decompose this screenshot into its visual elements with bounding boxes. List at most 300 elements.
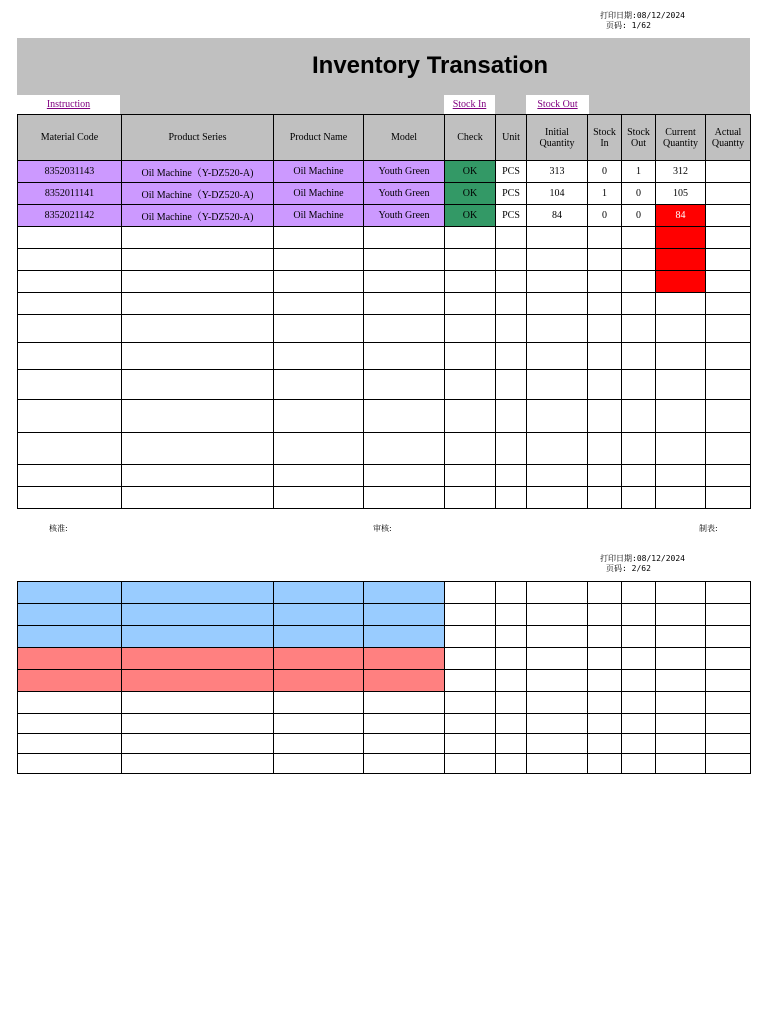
header-cell: Unit bbox=[496, 115, 527, 161]
empty-cell[interactable] bbox=[274, 271, 364, 293]
empty-cell[interactable] bbox=[706, 582, 751, 604]
empty-cell[interactable] bbox=[706, 692, 751, 714]
empty-cell[interactable] bbox=[588, 582, 622, 604]
empty-cell[interactable] bbox=[364, 648, 445, 670]
empty-cell[interactable] bbox=[527, 315, 588, 343]
empty-cell[interactable] bbox=[656, 692, 706, 714]
empty-cell[interactable] bbox=[496, 227, 527, 249]
empty-cell[interactable] bbox=[122, 692, 274, 714]
empty-cell[interactable] bbox=[706, 734, 751, 754]
empty-cell[interactable] bbox=[527, 754, 588, 774]
empty-cell[interactable] bbox=[527, 249, 588, 271]
current-quantity-cell[interactable]: 84 bbox=[656, 205, 706, 227]
material-code-cell[interactable]: 8352011141 bbox=[18, 183, 122, 205]
empty-cell[interactable] bbox=[274, 465, 364, 487]
empty-cell[interactable] bbox=[527, 582, 588, 604]
print-date: 打印日期:08/12/2024 bbox=[600, 11, 685, 20]
empty-cell[interactable] bbox=[496, 343, 527, 370]
empty-cell[interactable] bbox=[656, 626, 706, 648]
model-cell[interactable]: Youth Green bbox=[364, 205, 445, 227]
page-title: Inventory Transation bbox=[312, 52, 549, 79]
empty-cell[interactable] bbox=[622, 315, 656, 343]
empty-cell[interactable] bbox=[122, 670, 274, 692]
print-info-page2 bbox=[600, 554, 750, 574]
empty-cell[interactable] bbox=[445, 487, 496, 509]
empty-cell[interactable] bbox=[122, 734, 274, 754]
empty-cell[interactable] bbox=[527, 271, 588, 293]
current-quantity-cell[interactable]: 312 bbox=[656, 161, 706, 183]
stock-in-cell[interactable]: 0 bbox=[588, 205, 622, 227]
empty-cell[interactable] bbox=[527, 670, 588, 692]
empty-cell[interactable] bbox=[18, 370, 122, 400]
empty-cell[interactable] bbox=[588, 271, 622, 293]
empty-cell[interactable] bbox=[364, 734, 445, 754]
empty-cell[interactable] bbox=[445, 604, 496, 626]
empty-cell[interactable] bbox=[706, 433, 751, 465]
empty-cell[interactable] bbox=[122, 433, 274, 465]
unit-cell[interactable]: PCS bbox=[496, 205, 527, 227]
empty-cell[interactable] bbox=[622, 343, 656, 370]
empty-cell[interactable] bbox=[706, 465, 751, 487]
unit-cell[interactable]: PCS bbox=[496, 161, 527, 183]
unit-cell[interactable]: PCS bbox=[496, 183, 527, 205]
empty-cell[interactable] bbox=[496, 734, 527, 754]
approve-label: 核准: bbox=[49, 524, 68, 533]
empty-cell[interactable] bbox=[496, 692, 527, 714]
empty-cell[interactable] bbox=[122, 465, 274, 487]
empty-cell[interactable] bbox=[122, 648, 274, 670]
empty-cell[interactable] bbox=[445, 626, 496, 648]
empty-cell[interactable] bbox=[588, 227, 622, 249]
empty-row bbox=[18, 343, 751, 370]
empty-row bbox=[18, 465, 751, 487]
link-row-filler bbox=[589, 95, 750, 115]
empty-cell[interactable] bbox=[18, 648, 122, 670]
empty-cell[interactable] bbox=[496, 400, 527, 433]
empty-cell[interactable] bbox=[622, 670, 656, 692]
empty-cell[interactable] bbox=[588, 692, 622, 714]
empty-cell[interactable] bbox=[496, 670, 527, 692]
empty-cell[interactable] bbox=[706, 271, 751, 293]
product-series-cell[interactable]: Oil Machine（Y-DZ520-A) bbox=[122, 183, 274, 205]
empty-cell[interactable] bbox=[445, 370, 496, 400]
print-info-page1 bbox=[600, 11, 750, 31]
stock-in-link[interactable]: Stock In bbox=[444, 95, 495, 115]
empty-cell[interactable] bbox=[622, 487, 656, 509]
empty-cell[interactable] bbox=[588, 370, 622, 400]
header-cell: Stock Out bbox=[622, 115, 656, 161]
empty-cell[interactable] bbox=[445, 754, 496, 774]
empty-cell[interactable] bbox=[122, 249, 274, 271]
empty-cell[interactable] bbox=[496, 315, 527, 343]
initial-quantity-cell[interactable]: 313 bbox=[527, 161, 588, 183]
empty-cell[interactable] bbox=[496, 487, 527, 509]
page-number: 页码: 2/62 bbox=[606, 564, 651, 573]
table-row bbox=[18, 604, 751, 626]
empty-cell[interactable] bbox=[445, 670, 496, 692]
empty-row bbox=[18, 487, 751, 509]
empty-cell[interactable] bbox=[445, 249, 496, 271]
check-cell[interactable]: OK bbox=[445, 183, 496, 205]
empty-cell[interactable] bbox=[588, 343, 622, 370]
empty-cell[interactable] bbox=[122, 271, 274, 293]
empty-cell[interactable] bbox=[706, 400, 751, 433]
table-row bbox=[18, 161, 751, 183]
empty-cell[interactable] bbox=[274, 343, 364, 370]
empty-cell[interactable] bbox=[622, 249, 656, 271]
empty-cell[interactable] bbox=[588, 604, 622, 626]
print-date: 打印日期:08/12/2024 bbox=[600, 554, 685, 563]
empty-cell[interactable] bbox=[445, 343, 496, 370]
empty-cell[interactable] bbox=[18, 754, 122, 774]
empty-cell[interactable] bbox=[706, 487, 751, 509]
empty-cell[interactable] bbox=[588, 293, 622, 315]
empty-cell[interactable] bbox=[656, 754, 706, 774]
empty-cell[interactable] bbox=[496, 271, 527, 293]
empty-cell[interactable] bbox=[18, 465, 122, 487]
empty-cell[interactable] bbox=[706, 714, 751, 734]
empty-cell[interactable] bbox=[445, 648, 496, 670]
actual-quantity-cell[interactable] bbox=[706, 161, 751, 183]
instruction-link[interactable]: Instruction bbox=[17, 95, 120, 115]
empty-cell[interactable] bbox=[445, 692, 496, 714]
empty-cell[interactable] bbox=[622, 714, 656, 734]
empty-cell[interactable] bbox=[122, 227, 274, 249]
empty-cell[interactable] bbox=[122, 626, 274, 648]
prepared-by-label: 制表: bbox=[699, 524, 718, 533]
table-row bbox=[18, 754, 751, 774]
empty-cell[interactable] bbox=[588, 465, 622, 487]
empty-row bbox=[18, 271, 751, 293]
empty-cell[interactable] bbox=[656, 343, 706, 370]
empty-cell[interactable] bbox=[364, 670, 445, 692]
empty-cell[interactable] bbox=[622, 433, 656, 465]
empty-cell[interactable] bbox=[588, 734, 622, 754]
material-code-cell[interactable]: 8352031143 bbox=[18, 161, 122, 183]
empty-cell[interactable] bbox=[364, 487, 445, 509]
empty-cell[interactable] bbox=[122, 582, 274, 604]
empty-cell[interactable] bbox=[527, 343, 588, 370]
empty-cell[interactable] bbox=[364, 626, 445, 648]
empty-cell[interactable] bbox=[274, 648, 364, 670]
empty-cell[interactable] bbox=[656, 582, 706, 604]
table-row bbox=[18, 714, 751, 734]
empty-cell[interactable] bbox=[656, 249, 706, 271]
header-cell: Model bbox=[364, 115, 445, 161]
stock-out-cell[interactable]: 1 bbox=[622, 161, 656, 183]
empty-cell[interactable] bbox=[445, 315, 496, 343]
empty-cell[interactable] bbox=[122, 604, 274, 626]
empty-cell[interactable] bbox=[496, 626, 527, 648]
empty-cell[interactable] bbox=[622, 648, 656, 670]
empty-cell[interactable] bbox=[122, 343, 274, 370]
empty-cell[interactable] bbox=[656, 227, 706, 249]
model-cell[interactable]: Youth Green bbox=[364, 161, 445, 183]
empty-cell[interactable] bbox=[18, 734, 122, 754]
empty-cell[interactable] bbox=[274, 487, 364, 509]
stock-in-cell[interactable]: 1 bbox=[588, 183, 622, 205]
empty-cell[interactable] bbox=[527, 487, 588, 509]
table-row bbox=[18, 183, 751, 205]
product-name-cell[interactable]: Oil Machine bbox=[274, 183, 364, 205]
empty-cell[interactable] bbox=[622, 293, 656, 315]
empty-cell[interactable] bbox=[588, 626, 622, 648]
empty-cell[interactable] bbox=[706, 670, 751, 692]
empty-cell[interactable] bbox=[364, 754, 445, 774]
empty-cell[interactable] bbox=[364, 271, 445, 293]
empty-cell[interactable] bbox=[706, 293, 751, 315]
empty-cell[interactable] bbox=[364, 714, 445, 734]
empty-cell[interactable] bbox=[622, 754, 656, 774]
empty-cell[interactable] bbox=[588, 315, 622, 343]
empty-cell[interactable] bbox=[445, 227, 496, 249]
empty-cell[interactable] bbox=[122, 370, 274, 400]
empty-cell[interactable] bbox=[364, 343, 445, 370]
empty-cell[interactable] bbox=[18, 315, 122, 343]
empty-cell[interactable] bbox=[622, 604, 656, 626]
table-row bbox=[18, 734, 751, 754]
empty-cell[interactable] bbox=[496, 648, 527, 670]
empty-cell[interactable] bbox=[656, 714, 706, 734]
title-band bbox=[17, 38, 750, 95]
table-row bbox=[18, 692, 751, 714]
empty-cell[interactable] bbox=[18, 626, 122, 648]
empty-cell[interactable] bbox=[18, 227, 122, 249]
empty-cell[interactable] bbox=[706, 315, 751, 343]
empty-cell[interactable] bbox=[274, 400, 364, 433]
empty-row bbox=[18, 400, 751, 433]
empty-cell[interactable] bbox=[527, 714, 588, 734]
empty-cell[interactable] bbox=[274, 370, 364, 400]
empty-cell[interactable] bbox=[18, 271, 122, 293]
empty-cell[interactable] bbox=[364, 582, 445, 604]
empty-cell[interactable] bbox=[588, 714, 622, 734]
empty-cell[interactable] bbox=[496, 582, 527, 604]
empty-row bbox=[18, 293, 751, 315]
empty-cell[interactable] bbox=[122, 400, 274, 433]
empty-cell[interactable] bbox=[496, 249, 527, 271]
empty-cell[interactable] bbox=[274, 734, 364, 754]
empty-cell[interactable] bbox=[656, 465, 706, 487]
empty-cell[interactable] bbox=[274, 315, 364, 343]
empty-cell[interactable] bbox=[274, 227, 364, 249]
header-cell: Actual Quantty bbox=[706, 115, 751, 161]
empty-cell[interactable] bbox=[706, 754, 751, 774]
empty-cell[interactable] bbox=[274, 293, 364, 315]
empty-cell[interactable] bbox=[527, 626, 588, 648]
empty-row bbox=[18, 315, 751, 343]
stock-out-cell[interactable]: 0 bbox=[622, 183, 656, 205]
empty-cell[interactable] bbox=[588, 433, 622, 465]
empty-cell[interactable] bbox=[588, 400, 622, 433]
stock-out-cell[interactable]: 0 bbox=[622, 205, 656, 227]
header-cell: Stock In bbox=[588, 115, 622, 161]
empty-cell[interactable] bbox=[656, 433, 706, 465]
empty-cell[interactable] bbox=[656, 315, 706, 343]
inventory-table bbox=[17, 114, 751, 509]
header-cell: Product Series bbox=[122, 115, 274, 161]
empty-cell[interactable] bbox=[18, 714, 122, 734]
empty-cell[interactable] bbox=[122, 293, 274, 315]
empty-cell[interactable] bbox=[622, 271, 656, 293]
link-row-filler bbox=[120, 95, 444, 115]
actual-quantity-cell[interactable] bbox=[706, 205, 751, 227]
empty-cell[interactable] bbox=[274, 626, 364, 648]
empty-cell[interactable] bbox=[622, 582, 656, 604]
empty-cell[interactable] bbox=[122, 714, 274, 734]
inventory-table-page2 bbox=[17, 581, 751, 774]
header-cell: Current Quantity bbox=[656, 115, 706, 161]
empty-cell[interactable] bbox=[18, 293, 122, 315]
empty-cell[interactable] bbox=[527, 227, 588, 249]
empty-cell[interactable] bbox=[588, 754, 622, 774]
product-name-cell[interactable]: Oil Machine bbox=[274, 205, 364, 227]
empty-cell[interactable] bbox=[496, 714, 527, 734]
empty-row bbox=[18, 433, 751, 465]
empty-cell[interactable] bbox=[656, 370, 706, 400]
empty-cell[interactable] bbox=[18, 400, 122, 433]
stock-out-link[interactable]: Stock Out bbox=[526, 95, 589, 115]
empty-cell[interactable] bbox=[274, 692, 364, 714]
empty-cell[interactable] bbox=[588, 670, 622, 692]
empty-cell[interactable] bbox=[364, 227, 445, 249]
initial-quantity-cell[interactable]: 104 bbox=[527, 183, 588, 205]
empty-cell[interactable] bbox=[527, 648, 588, 670]
product-series-cell[interactable]: Oil Machine（Y-DZ520-A) bbox=[122, 205, 274, 227]
empty-cell[interactable] bbox=[706, 648, 751, 670]
empty-cell[interactable] bbox=[18, 582, 122, 604]
header-cell: Product Name bbox=[274, 115, 364, 161]
empty-cell[interactable] bbox=[496, 293, 527, 315]
empty-cell[interactable] bbox=[706, 626, 751, 648]
empty-cell[interactable] bbox=[445, 714, 496, 734]
empty-cell[interactable] bbox=[122, 315, 274, 343]
empty-cell[interactable] bbox=[18, 343, 122, 370]
empty-cell[interactable] bbox=[122, 754, 274, 774]
empty-cell[interactable] bbox=[622, 626, 656, 648]
empty-cell[interactable] bbox=[364, 692, 445, 714]
link-row bbox=[17, 95, 750, 115]
empty-row bbox=[18, 249, 751, 271]
empty-cell[interactable] bbox=[706, 249, 751, 271]
empty-cell[interactable] bbox=[496, 604, 527, 626]
empty-cell[interactable] bbox=[656, 293, 706, 315]
empty-cell[interactable] bbox=[18, 670, 122, 692]
initial-quantity-cell[interactable]: 84 bbox=[527, 205, 588, 227]
empty-cell[interactable] bbox=[445, 433, 496, 465]
empty-cell[interactable] bbox=[364, 465, 445, 487]
empty-cell[interactable] bbox=[622, 400, 656, 433]
empty-cell[interactable] bbox=[445, 271, 496, 293]
actual-quantity-cell[interactable] bbox=[706, 183, 751, 205]
empty-cell[interactable] bbox=[122, 487, 274, 509]
empty-cell[interactable] bbox=[445, 293, 496, 315]
table-row bbox=[18, 626, 751, 648]
material-code-cell[interactable]: 8352021142 bbox=[18, 205, 122, 227]
empty-cell[interactable] bbox=[274, 433, 364, 465]
check-cell[interactable]: OK bbox=[445, 161, 496, 183]
empty-cell[interactable] bbox=[656, 670, 706, 692]
empty-cell[interactable] bbox=[274, 754, 364, 774]
empty-cell[interactable] bbox=[527, 293, 588, 315]
empty-cell[interactable] bbox=[274, 714, 364, 734]
empty-cell[interactable] bbox=[622, 734, 656, 754]
empty-cell[interactable] bbox=[18, 487, 122, 509]
empty-cell[interactable] bbox=[527, 604, 588, 626]
header-cell: Initial Quantity bbox=[527, 115, 588, 161]
current-quantity-cell[interactable]: 105 bbox=[656, 183, 706, 205]
empty-cell[interactable] bbox=[445, 400, 496, 433]
empty-cell[interactable] bbox=[364, 293, 445, 315]
empty-cell[interactable] bbox=[18, 433, 122, 465]
empty-cell[interactable] bbox=[656, 648, 706, 670]
empty-cell[interactable] bbox=[656, 734, 706, 754]
empty-cell[interactable] bbox=[706, 343, 751, 370]
empty-cell[interactable] bbox=[622, 370, 656, 400]
empty-cell[interactable] bbox=[706, 604, 751, 626]
header-cell: Check bbox=[445, 115, 496, 161]
empty-cell[interactable] bbox=[622, 692, 656, 714]
empty-cell[interactable] bbox=[588, 648, 622, 670]
empty-cell[interactable] bbox=[588, 487, 622, 509]
empty-cell[interactable] bbox=[18, 249, 122, 271]
empty-cell[interactable] bbox=[656, 271, 706, 293]
empty-cell[interactable] bbox=[274, 604, 364, 626]
empty-cell[interactable] bbox=[656, 400, 706, 433]
table-row bbox=[18, 582, 751, 604]
empty-cell[interactable] bbox=[496, 370, 527, 400]
check-cell[interactable]: OK bbox=[445, 205, 496, 227]
empty-cell[interactable] bbox=[656, 604, 706, 626]
empty-cell[interactable] bbox=[527, 465, 588, 487]
empty-cell[interactable] bbox=[364, 400, 445, 433]
empty-cell[interactable] bbox=[527, 692, 588, 714]
empty-cell[interactable] bbox=[18, 604, 122, 626]
header-row bbox=[18, 115, 751, 161]
empty-cell[interactable] bbox=[274, 670, 364, 692]
empty-cell[interactable] bbox=[496, 465, 527, 487]
empty-cell[interactable] bbox=[656, 487, 706, 509]
empty-cell[interactable] bbox=[364, 433, 445, 465]
empty-cell[interactable] bbox=[622, 227, 656, 249]
stock-in-cell[interactable]: 0 bbox=[588, 161, 622, 183]
empty-cell[interactable] bbox=[274, 249, 364, 271]
empty-cell[interactable] bbox=[588, 249, 622, 271]
empty-cell[interactable] bbox=[18, 692, 122, 714]
empty-cell[interactable] bbox=[274, 582, 364, 604]
empty-cell[interactable] bbox=[706, 370, 751, 400]
product-name-cell[interactable]: Oil Machine bbox=[274, 161, 364, 183]
empty-cell[interactable] bbox=[445, 582, 496, 604]
empty-cell[interactable] bbox=[364, 249, 445, 271]
empty-cell[interactable] bbox=[622, 465, 656, 487]
empty-cell[interactable] bbox=[445, 734, 496, 754]
empty-cell[interactable] bbox=[527, 734, 588, 754]
empty-cell[interactable] bbox=[445, 465, 496, 487]
product-series-cell[interactable]: Oil Machine（Y-DZ520-A) bbox=[122, 161, 274, 183]
empty-cell[interactable] bbox=[527, 433, 588, 465]
empty-cell[interactable] bbox=[364, 604, 445, 626]
model-cell[interactable]: Youth Green bbox=[364, 183, 445, 205]
empty-cell[interactable] bbox=[364, 370, 445, 400]
link-row-filler bbox=[495, 95, 526, 115]
empty-cell[interactable] bbox=[496, 433, 527, 465]
empty-cell[interactable] bbox=[496, 754, 527, 774]
empty-cell[interactable] bbox=[527, 400, 588, 433]
empty-cell[interactable] bbox=[706, 227, 751, 249]
empty-cell[interactable] bbox=[527, 370, 588, 400]
empty-cell[interactable] bbox=[364, 315, 445, 343]
